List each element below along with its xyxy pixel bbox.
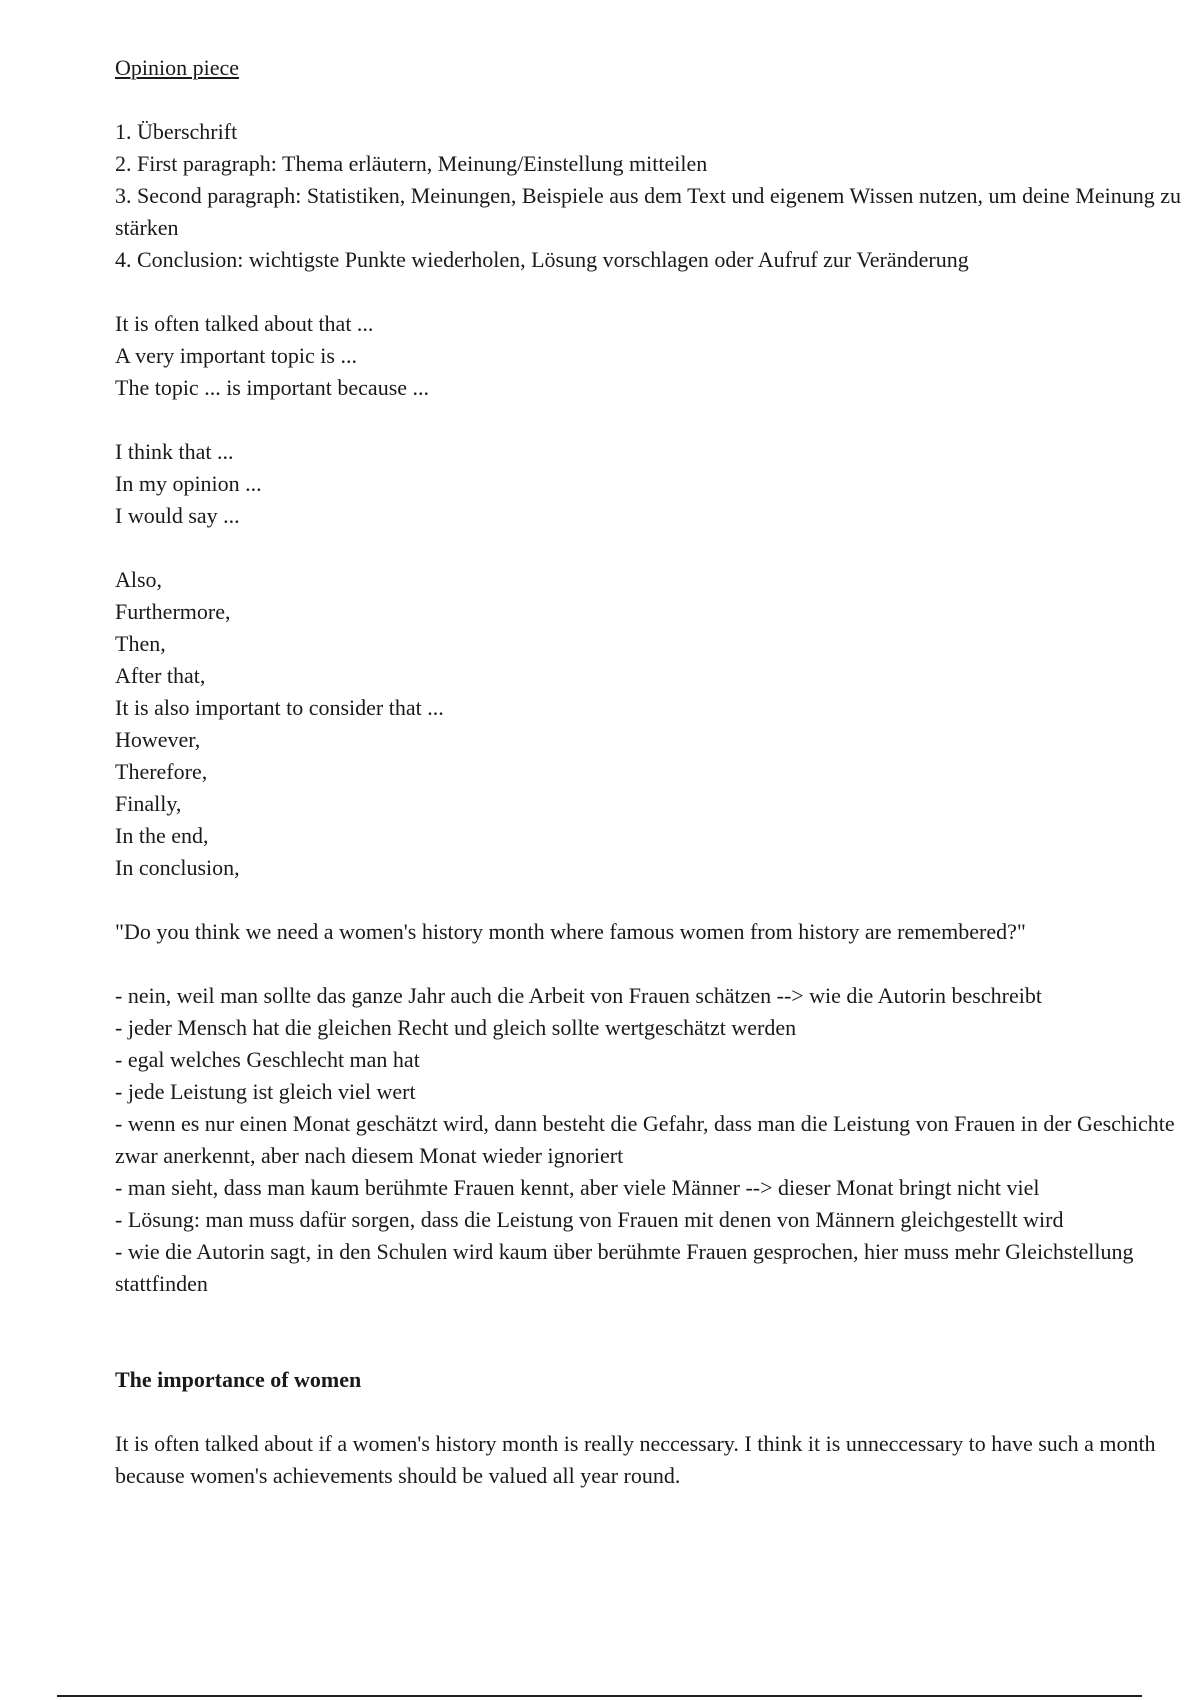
- question-text: "Do you think we need a women's history month where famous women from history are remembered?": [115, 919, 1026, 944]
- connector-line: Finally,: [115, 791, 182, 816]
- connector-line: Then,: [115, 631, 166, 656]
- intro-phrases: [115, 308, 1185, 404]
- note-item: - wenn es nur einen Monat geschätzt wird, dann besteht die Gefahr, dass man die Leistung von Frauen in der Geschichte zwar anerkennt, aber nach diesem Monat wieder ignoriert: [115, 1111, 1175, 1168]
- page-divider: [57, 1695, 1142, 1697]
- phrase-line: I think that ...: [115, 439, 234, 464]
- essay-heading: The importance of women: [115, 1367, 362, 1392]
- connectors-list: [115, 564, 1185, 884]
- note-item: - jede Leistung ist gleich viel wert: [115, 1079, 416, 1104]
- notes-list: [115, 980, 1185, 1300]
- list-item: 2. First paragraph: Thema erläutern, Meinung/Einstellung mitteilen: [115, 151, 708, 176]
- list-item: 3. Second paragraph: Statistiken, Meinungen, Beispiele aus dem Text und eigenem Wissen nutzen, um deine Meinung zu stärken: [115, 183, 1181, 240]
- note-item: - man sieht, dass man kaum berühmte Frauen kennt, aber viele Männer --> dieser Monat bringt nicht viel: [115, 1175, 1040, 1200]
- list-item: 4. Conclusion: wichtigste Punkte wiederholen, Lösung vorschlagen oder Aufruf zur Veränderung: [115, 247, 969, 272]
- connector-line: However,: [115, 727, 201, 752]
- phrase-line: It is often talked about that ...: [115, 311, 374, 336]
- list-item: 1. Überschrift: [115, 119, 238, 144]
- phrase-line: The topic ... is important because ...: [115, 375, 430, 400]
- connector-line: In conclusion,: [115, 855, 240, 880]
- connector-line: Also,: [115, 567, 163, 592]
- document-title: Opinion piece: [115, 55, 240, 80]
- connector-line: Furthermore,: [115, 599, 231, 624]
- phrase-line: In my opinion ...: [115, 471, 262, 496]
- note-item: - egal welches Geschlecht man hat: [115, 1047, 420, 1072]
- connector-line: In the end,: [115, 823, 209, 848]
- note-item: - Lösung: man muss dafür sorgen, dass die Leistung von Frauen mit denen von Männern gleichgestellt wird: [115, 1207, 1064, 1232]
- opinion-phrases: [115, 436, 1185, 532]
- essay-paragraph: It is often talked about if a women's history month is really neccessary. I think it is unneccessary to have such a month because women's achievements should be valued all year round.: [115, 1431, 1156, 1488]
- phrase-line: I would say ...: [115, 503, 240, 528]
- note-item: - wie die Autorin sagt, in den Schulen wird kaum über berühmte Frauen gesprochen, hier muss mehr Gleichstellung stattfinden: [115, 1239, 1134, 1296]
- structure-list: [115, 116, 1185, 276]
- phrase-line: A very important topic is ...: [115, 343, 357, 368]
- note-item: - jeder Mensch hat die gleichen Recht und gleich sollte wertgeschätzt werden: [115, 1015, 797, 1040]
- connector-line: Therefore,: [115, 759, 208, 784]
- connector-line: It is also important to consider that ...: [115, 695, 444, 720]
- connector-line: After that,: [115, 663, 206, 688]
- document-page: [115, 52, 1185, 1492]
- note-item: - nein, weil man sollte das ganze Jahr auch die Arbeit von Frauen schätzen --> wie die Autorin beschreibt: [115, 983, 1042, 1008]
